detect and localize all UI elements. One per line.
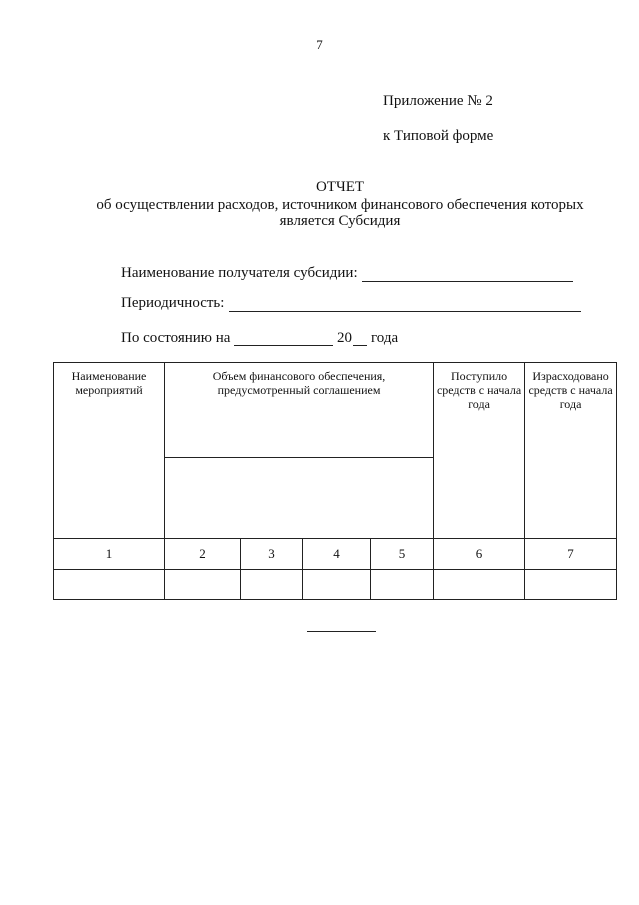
data-cell (525, 570, 617, 600)
end-of-document-line (307, 631, 376, 632)
data-cell (165, 570, 241, 600)
column-number-3: 3 (241, 539, 303, 570)
data-cell (434, 570, 525, 600)
periodicity-blank-line (229, 311, 581, 312)
data-cell (371, 570, 434, 600)
column-number-6: 6 (434, 539, 525, 570)
as-of-year-prefix: 20 (337, 330, 352, 346)
header-funding-volume: Объем финансового обеспечения, предусмотренный соглашением (165, 363, 434, 458)
as-of-suffix: года (371, 330, 399, 346)
data-cell (303, 570, 371, 600)
column-number-4: 4 (303, 539, 371, 570)
column-number-5: 5 (371, 539, 434, 570)
appendix-number: Приложение № 2 (383, 93, 493, 109)
report-subtitle-line1: об осуществлении расходов, источником финансового обеспечения которых (96, 197, 584, 213)
header-funds-received: Поступило средств с начала года (434, 363, 525, 539)
as-of-prefix: По состоянию на (121, 330, 231, 346)
header-funds-spent: Израсходовано средств с начала года (525, 363, 617, 539)
column-number-1: 1 (54, 539, 165, 570)
column-number-7: 7 (525, 539, 617, 570)
header-activity-name: Наименование мероприятий (54, 363, 165, 539)
report-heading: ОТЧЕТ (315, 179, 365, 195)
column-number-2: 2 (165, 539, 241, 570)
report-table (53, 362, 617, 600)
header-funding-subcell (165, 458, 434, 539)
periodicity-label: Периодичность: (121, 295, 225, 311)
as-of-date-blank-line (234, 345, 333, 346)
recipient-label: Наименование получателя субсидии: (121, 265, 358, 281)
recipient-blank-line (362, 281, 573, 282)
page-number: 7 (316, 37, 323, 52)
as-of-year-blank-line (353, 345, 367, 346)
data-cell (54, 570, 165, 600)
data-cell (241, 570, 303, 600)
report-subtitle-line2: является Субсидия (279, 213, 401, 229)
appendix-form-reference: к Типовой форме (383, 128, 494, 144)
